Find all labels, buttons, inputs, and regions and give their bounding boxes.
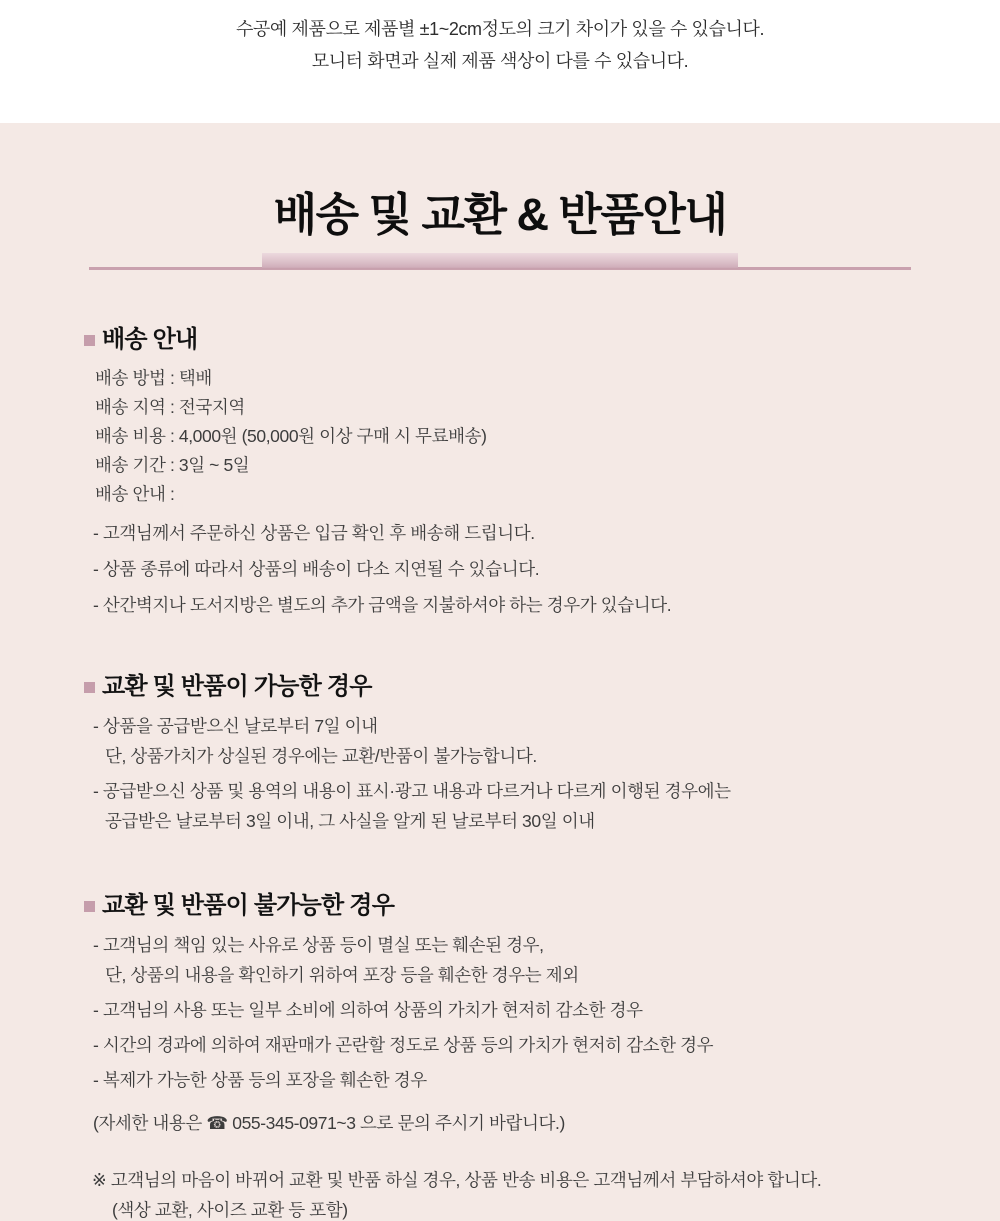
section-exchange-possible: [84, 672, 940, 836]
underline-accent-bar: [262, 253, 738, 269]
shipping-cost-line: 배송 비용 : 4,000원 (50,000원 이상 구매 시 무료배송): [95, 426, 487, 446]
shipping-method-line: 배송 방법 : 택배: [95, 368, 212, 388]
shipping-period-line: 배송 기간 : 3일 ~ 5일: [95, 455, 250, 475]
product-size-color-notice: [0, 0, 1000, 123]
section-heading-exchange-possible: [84, 672, 940, 702]
section-heading-text: 교환 및 반품이 가능한 경우: [102, 673, 372, 700]
list-item: [84, 930, 940, 990]
shipping-note: - 산간벽지나 도서지방은 별도의 추가 금액을 지불하셔야 하는 경우가 있습니다.: [93, 595, 672, 615]
note-subline: (색상 교환, 사이즈 교환 등 포함): [112, 1200, 348, 1220]
page-title: 배송 및 교환 & 반품안내: [273, 189, 727, 240]
section-exchange-impossible: [84, 891, 940, 1138]
shipping-returns-panel: [0, 123, 1000, 1221]
list-item: [84, 1030, 940, 1060]
shipping-notice-label: 배송 안내 :: [95, 484, 175, 504]
list-item: [84, 1065, 940, 1095]
shipping-region-line: 배송 지역 : 전국지역: [95, 397, 245, 417]
square-bullet-icon: [84, 901, 95, 912]
item-subline: 단, 상품가치가 상실된 경우에는 교환/반품이 불가능합니다.: [105, 746, 537, 766]
item-line: - 고객님의 책임 있는 사유로 상품 등이 멸실 또는 훼손된 경우,: [93, 935, 544, 955]
section-heading-shipping: [84, 325, 940, 355]
item-subline: 단, 상품의 내용을 확인하기 위하여 포장 등을 훼손한 경우는 제외: [105, 965, 579, 985]
item-line: - 복제가 가능한 상품 등의 포장을 훼손한 경우: [93, 1070, 427, 1090]
content-area: [0, 325, 1000, 1221]
item-subline: 공급받은 날로부터 3일 이내, 그 사실을 알게 된 날로부터 30일 이내: [105, 811, 595, 831]
shipping-note: - 상품 종류에 따라서 상품의 배송이 다소 지연될 수 있습니다.: [93, 559, 540, 579]
list-item: [84, 711, 940, 771]
square-bullet-icon: [84, 682, 95, 693]
note-line: ※ 고객님의 마음이 바뀌어 교환 및 반품 하실 경우, 상품 반송 비용은 고객님께서 부담하셔야 합니다.: [92, 1170, 822, 1190]
shipping-note: - 고객님께서 주문하신 상품은 입금 확인 후 배송해 드립니다.: [93, 523, 535, 543]
item-line: - 상품을 공급받으신 날로부터 7일 이내: [93, 716, 378, 736]
square-bullet-icon: [84, 335, 95, 346]
section-heading-exchange-impossible: [84, 891, 940, 921]
section-heading-text: 교환 및 반품이 불가능한 경우: [102, 892, 395, 919]
contact-phone-line: (자세한 내용은 ☎ 055-345-0971~3 으로 문의 주시기 바랍니다.): [93, 1113, 565, 1133]
return-cost-note: [84, 1165, 940, 1221]
list-item: [84, 776, 940, 836]
list-item: [84, 995, 940, 1025]
notice-line: 수공예 제품으로 제품별 ±1~2cm정도의 크기 차이가 있을 수 있습니다.: [235, 19, 765, 39]
item-line: - 공급받으신 상품 및 용역의 내용이 표시·광고 내용과 다르거나 다르게 이행된 경우에는: [93, 781, 731, 801]
notice-line: 모니터 화면과 실제 제품 색상이 다를 수 있습니다.: [311, 51, 689, 71]
section-shipping-info: [84, 325, 940, 617]
item-line: - 고객님의 사용 또는 일부 소비에 의하여 상품의 가치가 현저히 감소한 경우: [93, 1000, 643, 1020]
section-heading-text: 배송 안내: [102, 326, 198, 353]
item-line: - 시간의 경과에 의하여 재판매가 곤란할 정도로 상품 등의 가치가 현저히 감소한 경우: [93, 1035, 714, 1055]
title-underline: [89, 251, 911, 270]
